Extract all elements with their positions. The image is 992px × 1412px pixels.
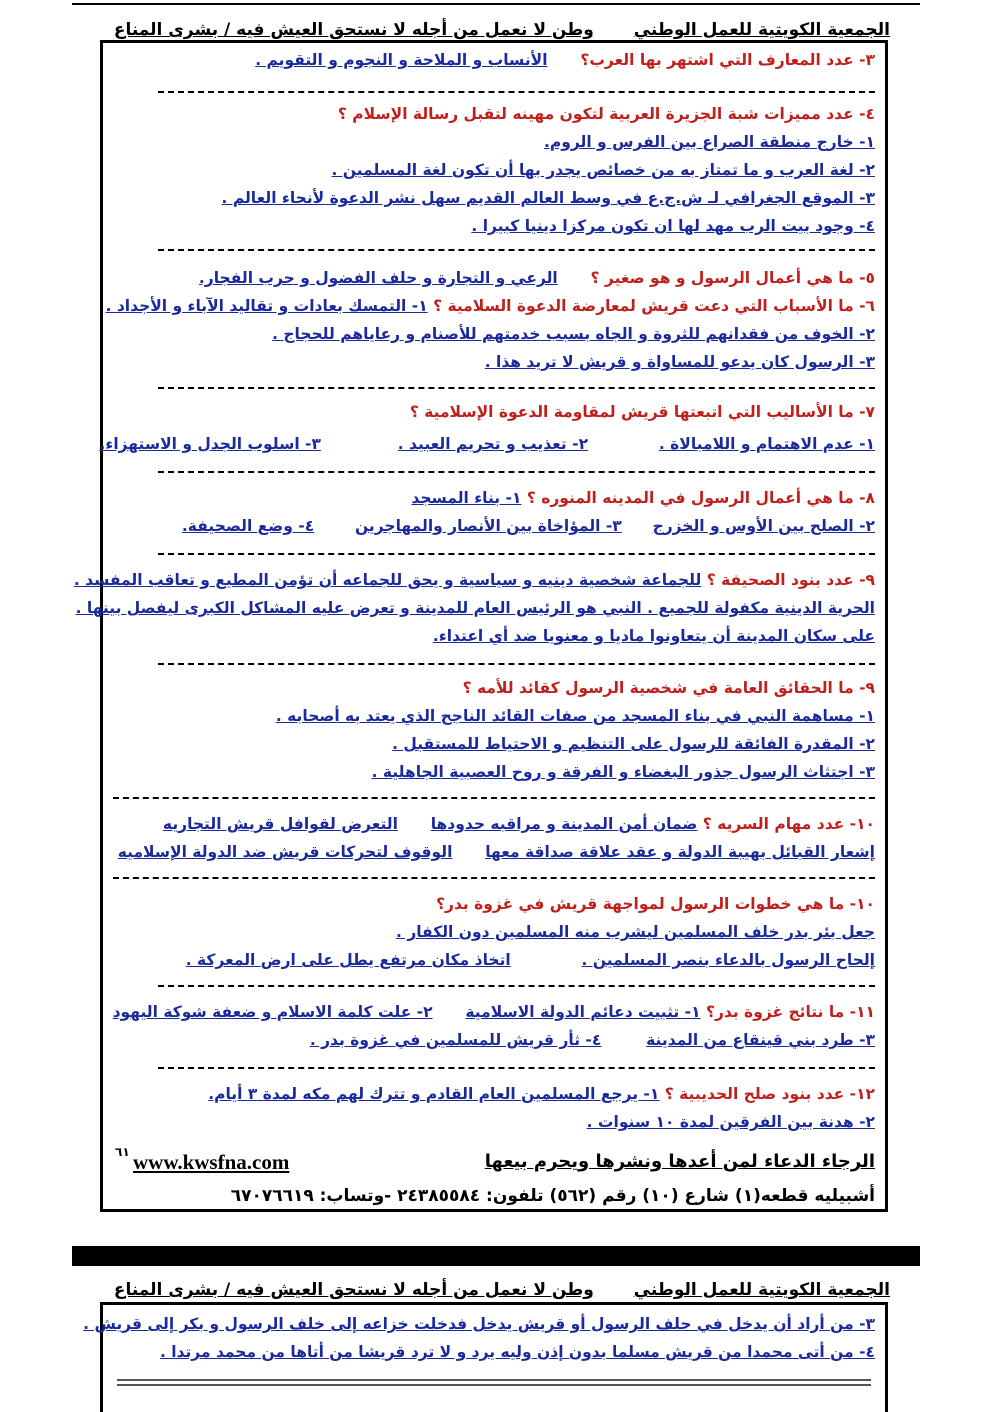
q10a-answers-row2 bbox=[113, 839, 875, 866]
q4-answer-3 bbox=[113, 185, 875, 212]
divider bbox=[158, 387, 875, 389]
answer-text: ٣- الرسول كان يدعو للمساواة و قريش لا تريد هذا . bbox=[484, 353, 875, 371]
org-name: الجمعية الكويتية للعمل الوطني bbox=[633, 1280, 890, 1300]
page2-header bbox=[100, 1280, 890, 1304]
header-slogan: وطن لا نعمل من أجله لا نستحق العيش فيه / بشرى المناع bbox=[113, 1280, 594, 1300]
answer-text: ٣- الموقع الجغرافي لـ ش.ج.ع في وسط العالم القديم سهل نشر الدعوة لأنحاء العالم . bbox=[221, 189, 875, 207]
answer-text: جعل بئر بدر خلف المسلمين ليشرب منه المسلمين دون الكفار . bbox=[396, 923, 875, 941]
q6-answer-1: ١- التمسك بعادات و تقاليد الآباء و الأجداد . bbox=[105, 297, 428, 315]
q10b-answer-1 bbox=[113, 919, 875, 946]
q3-answer: الأنساب و الملاحة و النجوم و التقويم . bbox=[255, 51, 548, 69]
q8-row bbox=[113, 485, 875, 512]
q4-answer-4 bbox=[113, 213, 875, 240]
q10b-answer-2 bbox=[113, 947, 875, 974]
double-divider bbox=[117, 1379, 871, 1386]
answer-text: اتخاذ مكان مرتفع يطل على ارض المعركة . bbox=[185, 951, 511, 969]
q9a-answer-first: للجماعة شخصية دينيه و سياسية و يحق للجماعه أن تؤمن المطيع و تعاقب المفسد . bbox=[73, 571, 702, 589]
page-number: ٦١ bbox=[115, 1145, 130, 1159]
divider bbox=[158, 91, 875, 93]
divider bbox=[158, 1067, 875, 1069]
q9a-answer-2 bbox=[75, 595, 875, 622]
q10b-question: ١٠- ما هي خطوات الرسول لمواجهة قريش في غزوة بدر؟ bbox=[436, 895, 875, 913]
page2-frame bbox=[83, 1302, 888, 1412]
answer-text: الحرية الدينية مكفولة للجميع . النبي هو الرئيس العام للمدينة و تعرض عليه المشاكل الكبرى ليفصل بينها . bbox=[75, 599, 875, 617]
divider bbox=[113, 877, 875, 879]
q9b-answer-2 bbox=[113, 731, 875, 758]
answer-text: ٣- من أراد أن يدخل في حلف الرسول أو قريش يدخل فدخلت خزاعه إلى خلف الرسول و بكر إلى قريش . bbox=[83, 1315, 875, 1333]
q5-row bbox=[113, 265, 875, 292]
answer-text: ٢- المقدرة الفائقة للرسول على التنظيم و الاحتياط للمستقبل . bbox=[392, 735, 875, 753]
answer-text: الوقوف لتحركات قريش ضد الدولة الإسلاميه bbox=[117, 843, 453, 861]
q3-question: ٣- عدد المعارف التي اشتهر بها العرب؟ bbox=[580, 51, 875, 69]
page2-line-1 bbox=[83, 1311, 875, 1338]
q3-row bbox=[113, 47, 875, 74]
divider bbox=[158, 985, 875, 987]
q8-answer-1: ١- بناء المسجد bbox=[411, 489, 522, 507]
answer-text: ٢- الخوف من فقدانهم للثروة و الجاه بسبب خدمتهم للأصنام و رعاياهم للحجاج . bbox=[272, 325, 875, 343]
q9b-answer-1 bbox=[113, 703, 875, 730]
answer-text: إشعار القبائل بهيبة الدولة و عقد علاقة صداقة معها bbox=[485, 843, 875, 861]
divider bbox=[158, 663, 875, 665]
q9a-question: ٩- عدد بنود الصحيفة ؟ bbox=[706, 571, 875, 589]
q12-answer-1: ١- يرجع المسلمين العام القادم و تترك لهم مكه لمدة ٣ أيام. bbox=[208, 1085, 660, 1103]
answer-text: ٢- لغة العرب و ما تمتاز به من خصائص يجدر بها أن تكون لغة المسلمين . bbox=[331, 161, 875, 179]
header-slogan: وطن لا نعمل من أجله لا نستحق العيش فيه / بشرى المناع bbox=[113, 20, 594, 40]
answer-text: ٣- المؤاخاة بين الأنصار والمهاجرين bbox=[354, 517, 622, 535]
q12-answer-2-row bbox=[113, 1109, 875, 1136]
answer-text: التعرض لقوافل قريش التجاريه bbox=[162, 815, 398, 833]
page2-line-2 bbox=[113, 1339, 875, 1366]
answer-text: ١- مساهمة النبي في بناء المسجد من صفات القائد الناجح الذي يعتد به أصحابه . bbox=[275, 707, 875, 725]
worksheet-frame bbox=[73, 40, 888, 1212]
answer-text: ٤- وجود بيت الرب مهد لها ان تكون مركزا دينيا كبيرا . bbox=[471, 217, 875, 235]
q11-row bbox=[113, 999, 875, 1026]
divider bbox=[158, 471, 875, 473]
q9b-question: ٩- ما الحقائق العامة في شخصية الرسول كقائد للأمه ؟ bbox=[462, 679, 875, 697]
q10a-question: ١٠- عدد مهام السريه ؟ bbox=[702, 815, 875, 833]
q7-answers-row bbox=[99, 431, 875, 458]
q12-question: ١٢- عدد بنود صلح الحديبية ؟ bbox=[664, 1085, 875, 1103]
answer-text: ٢- علت كلمة الاسلام و ضعفة شوكة اليهود bbox=[112, 1003, 433, 1021]
address-row bbox=[113, 1183, 875, 1210]
q6-answer-2 bbox=[113, 321, 875, 348]
divider bbox=[158, 553, 875, 555]
q11-answers-row2 bbox=[113, 1027, 875, 1054]
answer-text: ٢- تعذيب و تحريم العبيد . bbox=[397, 435, 589, 453]
q8-question: ٨- ما هي أعمال الرسول في المدينه المنوره ؟ bbox=[526, 489, 875, 507]
q4-answer-2 bbox=[113, 157, 875, 184]
website-link[interactable]: www.kwsfna.com bbox=[133, 1150, 290, 1174]
page-separator bbox=[72, 1246, 920, 1266]
footer-row bbox=[113, 1147, 875, 1177]
divider bbox=[158, 249, 875, 251]
answer-text: ٢- الصلح بين الأوس و الخزرج bbox=[652, 517, 875, 535]
q7-question: ٧- ما الأساليب التي اتبعتها قريش لمقاومة الدعوة الإسلامية ؟ bbox=[409, 403, 875, 421]
answer-text: ١- عدم الاهتمام و اللامبالاة . bbox=[658, 435, 875, 453]
q12-row bbox=[113, 1081, 875, 1108]
q7-question-row bbox=[113, 399, 875, 426]
q5-question: ٥- ما هي أعمال الرسول و هو صغير ؟ bbox=[590, 269, 875, 287]
q6-question: ٦- ما الأسباب التي دعت قريش لمعارضة الدعوة السلامية ؟ bbox=[433, 297, 875, 315]
q9b-answer-3 bbox=[113, 759, 875, 786]
q9a-answer-3 bbox=[113, 623, 875, 650]
q10b-question-row bbox=[113, 891, 875, 918]
answer-text: ١- تثبيت دعائم الدولة الاسلامية bbox=[465, 1003, 701, 1021]
answer-text: ضمان أمن المدينة و مراقبه حدودها bbox=[430, 815, 698, 833]
answer-text: ٣- اجتثاث الرسول جذور البغضاء و الفرقة و روح العصبية الجاهلية . bbox=[371, 763, 875, 781]
divider bbox=[113, 797, 875, 799]
answer-text: ٤- وضع الصحيفة. bbox=[181, 517, 315, 535]
address-text: أشبيليه قطعه(١) شارع (١٠) رقم (٥٦٢) تلفون: ٢٤٣٨٥٥٨٤ -وتساب: ٦٧٠٧٦٦١٩ bbox=[230, 1186, 875, 1206]
top-rule bbox=[72, 3, 920, 5]
q6-answer-3 bbox=[113, 349, 875, 376]
answer-text: ٤- ثأر قريش للمسلمين في غزوة بدر . bbox=[309, 1031, 602, 1049]
prayer-text: الرجاء الدعاء لمن أعدها ونشرها ويحرم بيعها bbox=[484, 1151, 875, 1172]
answer-text: ١- خارج منطقة الصراع بين الفرس و الروم. bbox=[544, 133, 875, 151]
q12-answer-2: ٢- هدنة بين الفرقين لمدة ١٠ سنوات . bbox=[586, 1113, 875, 1131]
answer-text: على سكان المدينة أن يتعاونوا ماديا و معنويا ضد أي اعتداء. bbox=[432, 627, 875, 645]
answer-text: ٤- من أتى محمدا من قريش مسلما بدون إذن وليه يرد و لا ترد قريشا من أتاها من محمد مرتدا . bbox=[159, 1343, 875, 1361]
q5-answer: الرعي و التجارة و حلف الفضول و حرب الفجار. bbox=[198, 269, 558, 287]
answer-text: ٣- طرد بني قينقاع من المدينة bbox=[646, 1031, 875, 1049]
q4-answer-1 bbox=[113, 129, 875, 156]
q8-answers-row bbox=[113, 513, 875, 540]
q9b-question-row bbox=[113, 675, 875, 702]
answer-text: ٣- اسلوب الجدل و الاستهزاء. bbox=[99, 435, 321, 453]
q9a-row bbox=[73, 567, 875, 594]
q4-question: ٤- عدد مميزات شبة الجزيرة العربية لتكون مهينه لتقبل رسالة الإسلام ؟ bbox=[337, 105, 875, 123]
org-name: الجمعية الكويتية للعمل الوطني bbox=[633, 20, 890, 40]
q6-row bbox=[105, 293, 875, 320]
answer-text: إلحاح الرسول بالدعاء بنصر المسلمين . bbox=[581, 951, 875, 969]
q11-question: ١١- ما نتائج غزوة بدر؟ bbox=[705, 1003, 875, 1021]
q10a-row bbox=[113, 811, 875, 838]
q4-question-row bbox=[113, 101, 875, 128]
